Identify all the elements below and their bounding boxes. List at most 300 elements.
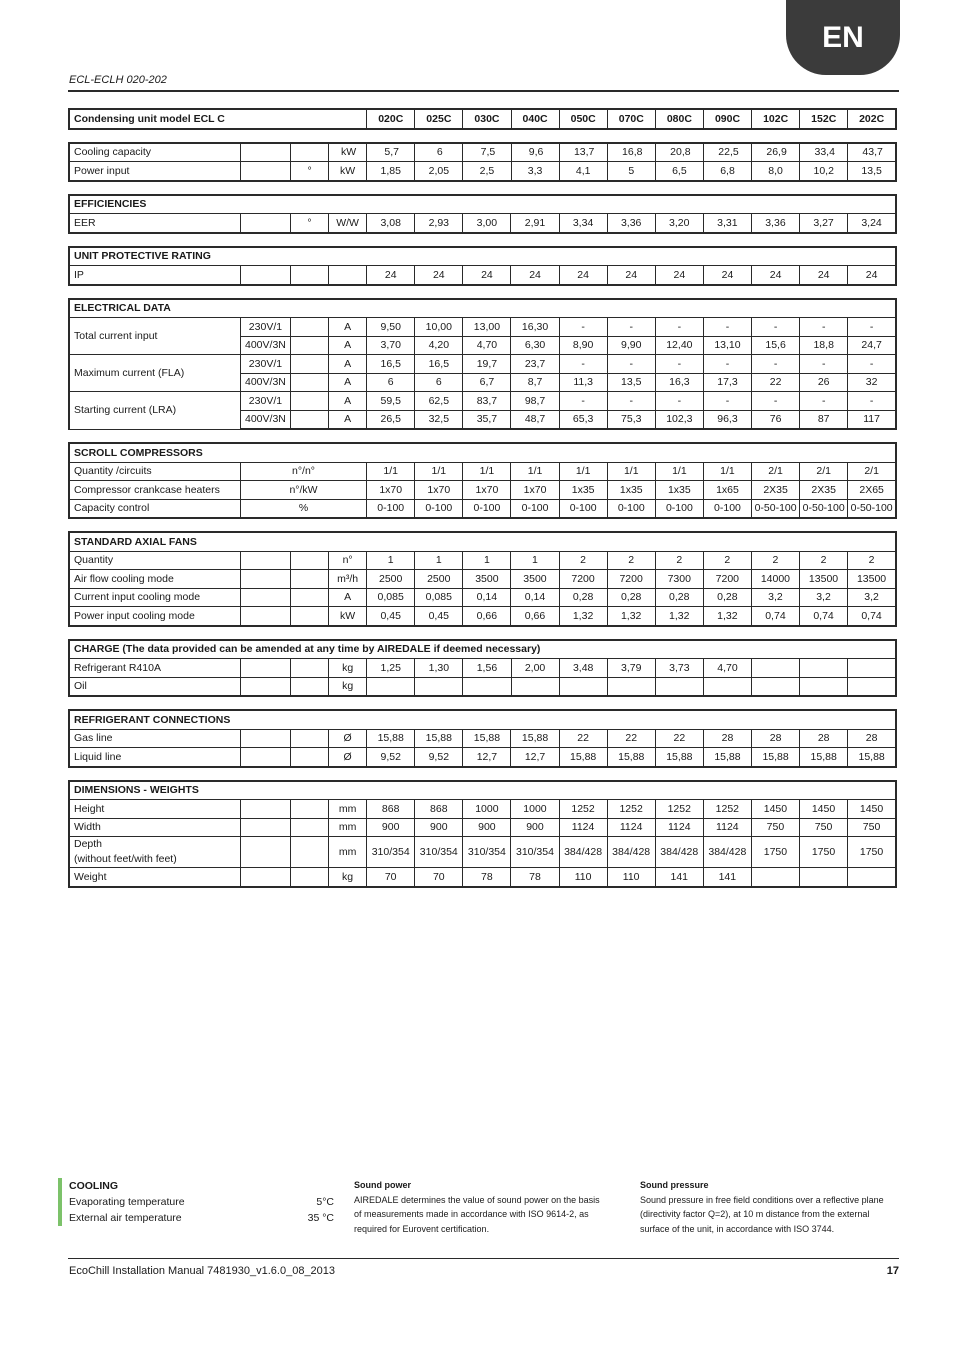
value-cell: 12,7 — [463, 748, 511, 767]
value-cell — [752, 659, 800, 678]
section-title: STANDARD AXIAL FANS — [69, 532, 896, 551]
value-cell: 2 — [559, 551, 607, 570]
value-cell: 0,085 — [367, 588, 415, 607]
value-cell — [703, 677, 751, 696]
value-cell: 4,70 — [703, 659, 751, 678]
model-header-label: Condensing unit model ECL C — [69, 109, 367, 129]
value-cell: 1/1 — [559, 462, 607, 481]
value-cell: 3,00 — [463, 214, 511, 233]
spec-row — [69, 355, 896, 374]
value-cell: 96,3 — [703, 410, 751, 429]
note-cell — [291, 373, 329, 392]
row-label: Power input — [69, 162, 240, 181]
value-cell: 78 — [511, 868, 559, 887]
supply-cell — [240, 570, 290, 589]
value-cell: 62,5 — [415, 392, 463, 411]
value-cell: 2,5 — [463, 162, 511, 181]
unit-cell: kW — [329, 162, 367, 181]
value-cell: 1124 — [607, 818, 655, 837]
value-cell: 26,5 — [367, 410, 415, 429]
model-code-cell: 152C — [800, 109, 848, 129]
cooling-row-label: External air temperature — [69, 1212, 182, 1224]
value-cell: 98,7 — [511, 392, 559, 411]
note-cell — [290, 607, 328, 626]
value-cell: 3,31 — [703, 214, 751, 233]
value-cell: 23,7 — [511, 355, 559, 374]
value-cell: 6,5 — [655, 162, 703, 181]
unit-cell: A — [329, 410, 367, 429]
value-cell: 24 — [703, 266, 751, 285]
value-cell — [751, 868, 799, 887]
value-cell: 28 — [800, 729, 848, 748]
value-cell: 3,2 — [799, 588, 847, 607]
value-cell: 16,5 — [415, 355, 463, 374]
value-cell: 0,28 — [607, 588, 655, 607]
value-cell: 0-100 — [367, 499, 415, 518]
spec-row — [69, 588, 896, 607]
value-cell: 6 — [367, 373, 415, 392]
row-label: Capacity control — [69, 499, 240, 518]
value-cell: 0,66 — [511, 607, 559, 626]
row-label: Air flow cooling mode — [69, 570, 240, 589]
spec-row — [69, 659, 896, 678]
model-code-cell: 070C — [607, 109, 655, 129]
sound-power-text: AIREDALE determines the value of sound power on the basis of measurements made in accordance with ISO 9614-2, as required for Eurovent certification. — [354, 1194, 600, 1234]
value-cell: 2,93 — [415, 214, 463, 233]
value-cell: 2500 — [367, 570, 415, 589]
value-cell: 1450 — [799, 800, 847, 819]
value-cell: - — [752, 392, 800, 411]
supply-cell — [240, 143, 290, 162]
value-cell: 32 — [848, 373, 896, 392]
value-cell: 2/1 — [752, 462, 800, 481]
value-cell: 15,88 — [607, 748, 655, 767]
value-cell: 75,3 — [607, 410, 655, 429]
value-cell: 310/354 — [511, 837, 559, 868]
value-cell: 4,1 — [559, 162, 607, 181]
spec-row — [69, 499, 896, 518]
value-cell: 0,085 — [415, 588, 463, 607]
model-code-cell: 030C — [463, 109, 511, 129]
value-cell: 15,88 — [703, 748, 751, 767]
value-cell: - — [848, 392, 896, 411]
value-cell: 1,56 — [463, 659, 511, 678]
value-cell: 15,88 — [511, 729, 559, 748]
row-label: Oil — [69, 677, 240, 696]
value-cell: 9,52 — [367, 748, 415, 767]
value-cell: 22 — [559, 729, 607, 748]
supply-cell — [240, 677, 290, 696]
value-cell: 1,32 — [607, 607, 655, 626]
note-cell — [291, 729, 329, 748]
value-cell: 28 — [848, 729, 896, 748]
row-label — [69, 837, 240, 868]
value-cell: 0,74 — [751, 607, 799, 626]
value-cell: 24 — [511, 266, 559, 285]
value-cell: 0,28 — [655, 588, 703, 607]
language-tab: EN — [786, 0, 900, 75]
value-cell: 1/1 — [703, 462, 751, 481]
value-cell: - — [559, 355, 607, 374]
supply-cell — [240, 551, 290, 570]
spec-section-table — [68, 780, 897, 888]
spec-row — [69, 868, 896, 887]
section-title-row — [69, 710, 896, 729]
note-cell — [291, 318, 329, 337]
value-cell: 110 — [559, 868, 607, 887]
value-cell: 22 — [607, 729, 655, 748]
unit-cell: kW — [329, 607, 367, 626]
supply-cell — [240, 748, 290, 767]
value-cell: 0,45 — [415, 607, 463, 626]
sound-pressure-title: Sound pressure — [640, 1180, 709, 1190]
value-cell: 1252 — [559, 800, 607, 819]
unit-cell: mm — [329, 800, 367, 819]
value-cell: 2X65 — [848, 481, 896, 500]
value-cell: 5,7 — [367, 143, 415, 162]
value-cell: 9,90 — [607, 336, 655, 355]
value-cell: 4,20 — [415, 336, 463, 355]
value-cell: 1252 — [607, 800, 655, 819]
value-cell: 1,25 — [367, 659, 415, 678]
value-cell — [848, 677, 896, 696]
spec-section-table — [68, 194, 897, 234]
value-cell: 3,70 — [367, 336, 415, 355]
value-cell: 15,88 — [415, 729, 463, 748]
supply-cell — [240, 588, 290, 607]
unit-cell: A — [329, 373, 367, 392]
supply-cell: 230V/1 — [240, 318, 290, 337]
section-title: ELECTRICAL DATA — [69, 299, 896, 318]
unit-cell: mm — [329, 818, 367, 837]
value-cell — [463, 677, 511, 696]
supply-cell: 400V/3N — [240, 336, 290, 355]
value-cell: - — [800, 318, 848, 337]
value-cell: 3,08 — [367, 214, 415, 233]
value-cell: 0-50-100 — [800, 499, 848, 518]
supply-cell — [240, 659, 290, 678]
value-cell — [415, 677, 463, 696]
value-cell: 141 — [703, 868, 751, 887]
section-title: EFFICIENCIES — [69, 195, 896, 214]
value-cell: 3,73 — [655, 659, 703, 678]
section-title: UNIT PROTECTIVE RATING — [69, 247, 896, 266]
value-cell: 1000 — [463, 800, 511, 819]
value-cell: 10,2 — [800, 162, 848, 181]
spec-section-table — [68, 442, 897, 519]
value-cell: 1/1 — [511, 462, 559, 481]
value-cell: 28 — [752, 729, 800, 748]
value-cell: - — [655, 355, 703, 374]
value-cell: 1,32 — [559, 607, 607, 626]
section-title: SCROLL COMPRESSORS — [69, 443, 896, 462]
value-cell: 7300 — [655, 570, 703, 589]
row-label: Quantity — [69, 551, 240, 570]
value-cell: 1,32 — [655, 607, 703, 626]
note-cell — [290, 570, 328, 589]
value-cell: 0,14 — [511, 588, 559, 607]
value-cell: 141 — [655, 868, 703, 887]
value-cell: 3,27 — [799, 214, 847, 233]
note-cell — [290, 800, 328, 819]
value-cell: 7200 — [559, 570, 607, 589]
value-cell: 0,74 — [848, 607, 896, 626]
value-cell: 117 — [848, 410, 896, 429]
value-cell: 3500 — [511, 570, 559, 589]
value-cell: 28 — [703, 729, 751, 748]
value-cell: 14000 — [751, 570, 799, 589]
note-cell — [290, 837, 328, 868]
value-cell: 2,00 — [511, 659, 559, 678]
model-code-cell: 202C — [848, 109, 896, 129]
spec-row — [69, 462, 896, 481]
value-cell: 17,3 — [703, 373, 751, 392]
value-cell: 65,3 — [559, 410, 607, 429]
value-cell: - — [800, 392, 848, 411]
spec-row — [69, 143, 896, 162]
value-cell: 0,14 — [463, 588, 511, 607]
value-cell: - — [559, 392, 607, 411]
value-cell: 2,91 — [511, 214, 559, 233]
value-cell: 2 — [848, 551, 896, 570]
value-cell: 26,9 — [752, 143, 800, 162]
section-title-row — [69, 640, 896, 659]
value-cell — [752, 677, 800, 696]
value-cell: 15,88 — [463, 729, 511, 748]
value-cell: 900 — [463, 818, 511, 837]
value-cell: 3,2 — [751, 588, 799, 607]
row-label: Liquid line — [69, 748, 240, 767]
value-cell: 15,88 — [367, 729, 415, 748]
supply-cell: 400V/3N — [240, 373, 290, 392]
section-title-row — [69, 781, 896, 800]
cooling-row-value: 5°C — [316, 1196, 334, 1208]
value-cell — [800, 659, 848, 678]
spec-tables — [68, 108, 897, 900]
value-cell: 1124 — [703, 818, 751, 837]
value-cell: 15,88 — [848, 748, 896, 767]
value-cell: 3,2 — [848, 588, 896, 607]
value-cell: 750 — [751, 818, 799, 837]
model-code-cell: 040C — [511, 109, 559, 129]
unit-cell: kW — [329, 143, 367, 162]
unit-cell: A — [329, 318, 367, 337]
document-code: ECL-ECLH 020-202 — [69, 74, 167, 86]
value-cell: - — [607, 392, 655, 411]
spec-section-table — [68, 709, 897, 768]
value-cell: 1/1 — [415, 462, 463, 481]
supply-cell — [240, 214, 290, 233]
value-cell: 384/428 — [559, 837, 607, 868]
supply-cell — [240, 837, 290, 868]
value-cell: 3,3 — [511, 162, 559, 181]
value-cell: 12,7 — [511, 748, 559, 767]
value-cell: 13,00 — [463, 318, 511, 337]
note-cell — [291, 336, 329, 355]
spec-row — [69, 392, 896, 411]
value-cell: 310/354 — [415, 837, 463, 868]
section-title: REFRIGERANT CONNECTIONS — [69, 710, 896, 729]
model-header-table — [68, 108, 897, 130]
value-cell: - — [703, 392, 751, 411]
unit-cell: kg — [329, 677, 367, 696]
value-cell: 0,28 — [559, 588, 607, 607]
value-cell: 1x35 — [559, 481, 607, 500]
value-cell: 9,50 — [367, 318, 415, 337]
spec-row — [69, 607, 896, 626]
value-cell: 384/428 — [607, 837, 655, 868]
row-label: IP — [69, 266, 240, 285]
note-cell — [291, 659, 329, 678]
row-label: Refrigerant R410A — [69, 659, 240, 678]
section-title-row — [69, 247, 896, 266]
value-cell: - — [703, 318, 751, 337]
cooling-row — [69, 1194, 334, 1210]
value-cell: 3,79 — [607, 659, 655, 678]
value-cell: 868 — [367, 800, 415, 819]
value-cell: 1x70 — [367, 481, 415, 500]
model-code-cell: 050C — [559, 109, 607, 129]
unit-cell: A — [329, 336, 367, 355]
value-cell: - — [752, 355, 800, 374]
spec-section-table — [68, 142, 897, 182]
value-cell: 16,3 — [655, 373, 703, 392]
value-cell — [800, 677, 848, 696]
value-cell: 2,05 — [415, 162, 463, 181]
value-cell: 1124 — [559, 818, 607, 837]
value-cell: 24 — [367, 266, 415, 285]
unit-cell: A — [329, 355, 367, 374]
value-cell: 2 — [703, 551, 751, 570]
value-cell: 2 — [751, 551, 799, 570]
value-cell: 0-100 — [655, 499, 703, 518]
sound-pressure-note — [640, 1178, 898, 1236]
spec-row — [69, 162, 896, 181]
value-cell: 11,3 — [559, 373, 607, 392]
value-cell: 1252 — [703, 800, 751, 819]
value-cell: 1750 — [799, 837, 847, 868]
unit-cell: % — [240, 499, 366, 518]
value-cell: 8,90 — [559, 336, 607, 355]
value-cell: 2 — [607, 551, 655, 570]
note-cell — [291, 143, 329, 162]
footer-title: EcoChill Installation Manual 7481930_v1.6.0_08_2013 — [69, 1265, 336, 1277]
value-cell: 1,32 — [703, 607, 751, 626]
unit-cell: n° — [329, 551, 367, 570]
value-cell: 1x65 — [703, 481, 751, 500]
note-cell — [291, 410, 329, 429]
value-cell: 110 — [607, 868, 655, 887]
value-cell: 87 — [800, 410, 848, 429]
spec-section-table — [68, 531, 897, 627]
value-cell: 7200 — [703, 570, 751, 589]
value-cell: 1450 — [751, 800, 799, 819]
value-cell: 1252 — [655, 800, 703, 819]
value-cell: - — [655, 392, 703, 411]
value-cell: 12,40 — [655, 336, 703, 355]
value-cell: 15,88 — [559, 748, 607, 767]
unit-cell — [329, 266, 367, 285]
value-cell: 13,7 — [559, 143, 607, 162]
value-cell: 1/1 — [655, 462, 703, 481]
header-rule — [68, 90, 899, 92]
value-cell: 384/428 — [703, 837, 751, 868]
value-cell: 0-100 — [703, 499, 751, 518]
cooling-title: COOLING — [69, 1180, 118, 1192]
value-cell: 6 — [415, 143, 463, 162]
value-cell: 1x70 — [415, 481, 463, 500]
value-cell: 6 — [415, 373, 463, 392]
note-cell — [290, 588, 328, 607]
value-cell: 2 — [799, 551, 847, 570]
value-cell: 868 — [415, 800, 463, 819]
spec-section-table — [68, 298, 897, 431]
row-label: Width — [69, 818, 240, 837]
value-cell: 1750 — [848, 837, 896, 868]
value-cell: 3,34 — [559, 214, 607, 233]
value-cell: 750 — [799, 818, 847, 837]
value-cell: 0,66 — [463, 607, 511, 626]
value-cell: - — [848, 318, 896, 337]
value-cell: 24 — [848, 266, 896, 285]
row-label: Gas line — [69, 729, 240, 748]
value-cell: 13,5 — [607, 373, 655, 392]
supply-cell: 400V/3N — [240, 410, 290, 429]
value-cell: 2500 — [415, 570, 463, 589]
value-cell: 22 — [655, 729, 703, 748]
value-cell: - — [752, 318, 800, 337]
value-cell: 24 — [607, 266, 655, 285]
section-title-row — [69, 443, 896, 462]
unit-cell: m³/h — [329, 570, 367, 589]
value-cell: 13,10 — [703, 336, 751, 355]
section-title-row — [69, 195, 896, 214]
value-cell: 20,8 — [655, 143, 703, 162]
value-cell — [559, 677, 607, 696]
value-cell: 9,52 — [415, 748, 463, 767]
unit-cell: A — [329, 588, 367, 607]
value-cell: 13500 — [799, 570, 847, 589]
value-cell: 16,30 — [511, 318, 559, 337]
value-cell: 24 — [655, 266, 703, 285]
note-cell — [290, 818, 328, 837]
note-cell: ° — [290, 214, 328, 233]
value-cell: 76 — [752, 410, 800, 429]
value-cell: 24,7 — [848, 336, 896, 355]
value-cell: 3,36 — [607, 214, 655, 233]
supply-cell — [240, 162, 290, 181]
supply-cell — [240, 607, 290, 626]
value-cell: 7200 — [607, 570, 655, 589]
value-cell — [367, 677, 415, 696]
value-cell: 3,48 — [559, 659, 607, 678]
value-cell: 384/428 — [655, 837, 703, 868]
value-cell: 19,7 — [463, 355, 511, 374]
value-cell: - — [703, 355, 751, 374]
value-cell: 43,7 — [848, 143, 896, 162]
unit-cell: W/W — [329, 214, 367, 233]
model-code-cell: 090C — [703, 109, 751, 129]
value-cell — [511, 677, 559, 696]
value-cell: - — [848, 355, 896, 374]
sound-pressure-text: Sound pressure in free field conditions over a reflective plane (directivity factor Q=2), at 10 m distance from the external surface of the unit, in accordance with ISO 3744. — [640, 1194, 884, 1234]
value-cell: 16,5 — [367, 355, 415, 374]
row-label: Maximum current (FLA) — [69, 355, 240, 392]
value-cell: 33,4 — [800, 143, 848, 162]
value-cell: 3500 — [463, 570, 511, 589]
value-cell: 24 — [752, 266, 800, 285]
supply-cell: 230V/1 — [240, 392, 290, 411]
